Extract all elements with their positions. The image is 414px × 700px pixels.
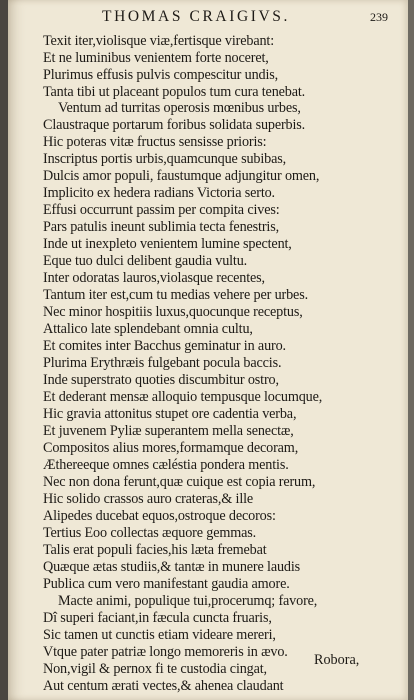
verse-line: Attalico late splendebant omnia cultu, [43,321,253,337]
verse-line: Et ne luminibus venientem forte noceret, [43,50,269,66]
verse-line: Publica cum vero manifestant gaudia amore. [43,576,290,592]
verse-line: Dî superi faciant,in fæcula cuncta fruaris, [43,610,272,626]
verse-line: Inde ut inexpleto venientem lumine spectent, [43,236,292,252]
verse-line: Sic tamen ut cunctis etiam videare mereri, [43,627,276,643]
verse-line: Tanta tibi ut placeant populos tum cura tenebat. [43,84,306,100]
verse-line: Hic solido crassos auro crateras,& ille [43,491,254,507]
verse-line: Inde superstrato quoties discumbitur ostro, [43,372,279,388]
verse-line: Non,vigil & pernox fi te custodia cingat, [43,661,267,677]
verse-line: Inter odoratas lauros,violasque recentes, [43,270,265,286]
page-header [8,6,408,30]
verse-line: Inscriptus portis urbis,quamcunque subibas, [43,151,286,167]
verse-line: Et dederant mensæ alloquio tempusque locumque, [43,389,323,405]
page-number: 239 [370,10,388,24]
verse-line: Ventum ad turritas operosis mœnibus urbes, [58,100,301,116]
verse-line: Macte animi, populique tui,procerumq; favore, [58,593,318,609]
verse-line: Et juvenem Pyliæ superantem mella senectæ, [43,423,294,439]
verse-line: Vtque pater patriæ longo memoreris in ævo. [43,644,288,660]
verse-line: Tertius Eoo collectas æquore gemmas. [43,525,257,541]
verse-line: Æthereeque omnes cæléstia pondera mentis. [43,457,289,473]
verse-line: Plurima Erythræis fulgebant pocula baccis. [43,355,282,371]
verse-line: Alipedes ducebat equos,ostroque decoros: [43,508,276,524]
verse-line: Aut centum ærati vectes,& ahenea claudant [43,678,284,694]
catchword: Robora, [314,652,360,668]
verse-line: Nec non dona ferunt,quæ cuique est copia rerum, [43,474,316,490]
verse-line: Compositos alius mores,formamque decoram, [43,440,299,456]
verse-line: Dulcis amor populi, faustumque adjungitur omen, [43,168,320,184]
book-page [8,0,408,700]
verse-line: Texit iter,violisque viæ,fertisque virebant: [43,33,274,49]
verse-line: Eque tuo dulci delibent gaudia vultu. [43,253,248,269]
verse-line: Pars patulis ineunt sublimia tecta fenestris, [43,219,279,235]
verse-line: Hic poteras vitæ fructus sensisse prioris: [43,134,267,150]
verse-line: Quæque ætas studiis,& tantæ in munere laudis [43,559,301,575]
verse-line: Plurimus effusis pulvis compescitur undis, [43,67,279,83]
verse-line: Tantum iter est,cum tu medias vehere per urbes. [43,287,308,303]
running-head: THOMAS CRAIGIVS. [102,8,291,25]
verse-line: Implicito ex hedera radians Victoria serto. [43,185,275,201]
verse-line: Nec minor hospitiis luxus,quocunque receptus, [43,304,303,320]
verse-line: Talis erat populi facies,his læta fremebat [43,542,267,558]
verse-line: Et comites inter Bacchus geminatur in auro. [43,338,286,354]
verse-line: Hic gravia attonitus stupet ore cadentia verba, [43,406,297,422]
page-gutter [0,0,8,700]
verse-line: Effusi occurrunt passim per compita cives: [43,202,280,218]
verse-line: Claustraque portarum foribus solidata superbis. [43,117,306,133]
